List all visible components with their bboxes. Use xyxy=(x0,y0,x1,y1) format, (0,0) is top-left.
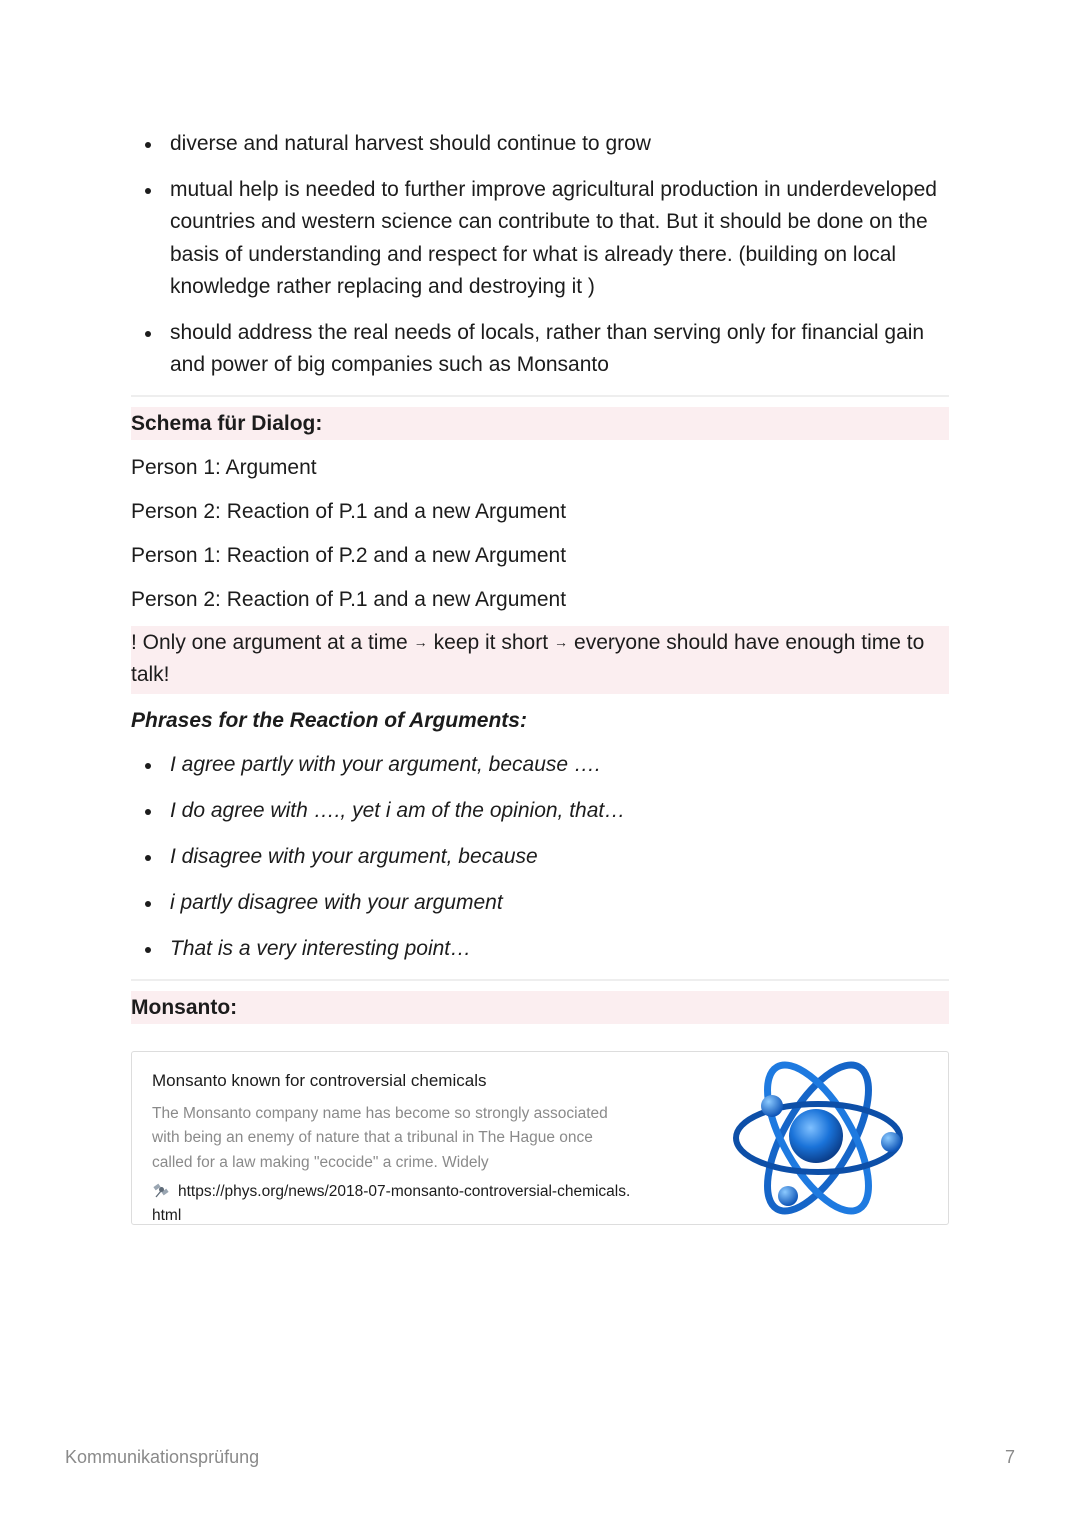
phrases-list xyxy=(131,749,949,966)
list-item: diverse and natural harvest should continue to grow xyxy=(131,128,949,161)
dialog-line: Person 2: Reaction of P.1 and a new Argument xyxy=(131,587,567,611)
intro-bullet-list xyxy=(131,128,949,382)
arrow-icon: → xyxy=(554,633,569,650)
dialog-heading: Schema für Dialog: xyxy=(131,407,949,440)
footer-page-number: 7 xyxy=(1004,1447,1015,1467)
link-preview-card[interactable] xyxy=(131,1051,949,1225)
dialog-line: Person 1: Argument xyxy=(131,455,317,479)
arrow-icon: → xyxy=(413,633,428,650)
list-item: I do agree with …., yet i am of the opinion, that… xyxy=(131,795,949,828)
note-part-3: everyone should have enough time to talk! xyxy=(131,630,925,686)
phrases-heading: Phrases for the Reaction of Arguments: xyxy=(131,708,527,732)
dialog-line: Person 1: Reaction of P.2 and a new Argument xyxy=(131,543,567,567)
phys-org-satellite-icon xyxy=(152,1182,172,1198)
dialog-line: Person 2: Reaction of P.1 and a new Argument xyxy=(131,499,567,523)
list-item: i partly disagree with your argument xyxy=(131,887,949,920)
divider xyxy=(131,395,949,397)
footer-document-title: Kommunikationsprüfung xyxy=(65,1447,260,1467)
list-item: should address the real needs of locals, rather than serving only for financial gain and power of big companies such as Monsanto xyxy=(131,317,949,382)
card-url[interactable]: https://phys.org/news/2018-07-monsanto-controversial-chemicals.html xyxy=(152,1182,631,1224)
card-description: The Monsanto company name has become so strongly associated with being an enemy of nature that a tribunal in The Hague once called for a law making "ecocide" a crime. Widely xyxy=(152,1104,608,1171)
list-item: That is a very interesting point… xyxy=(131,933,949,966)
atom-icon xyxy=(728,1048,908,1228)
list-item: I agree partly with your argument, because …. xyxy=(131,749,949,782)
page-content xyxy=(131,128,949,1225)
list-item: I disagree with your argument, because xyxy=(131,841,949,874)
card-title: Monsanto known for controversial chemicals xyxy=(152,1070,487,1090)
note-part-2: keep it short xyxy=(433,630,549,654)
dialog-note xyxy=(131,626,949,694)
card-url-row[interactable] xyxy=(152,1180,632,1229)
list-item: mutual help is needed to further improve agricultural production in underdeveloped countries and western science can contribute to that. But it should be done on the basis of understanding and respect for what is already there. (building on local knowledge rather replacing and destroying it ) xyxy=(131,174,949,304)
note-part-1: ! Only one argument at a time xyxy=(131,630,408,654)
divider xyxy=(131,979,949,981)
monsanto-heading: Monsanto: xyxy=(131,991,949,1024)
